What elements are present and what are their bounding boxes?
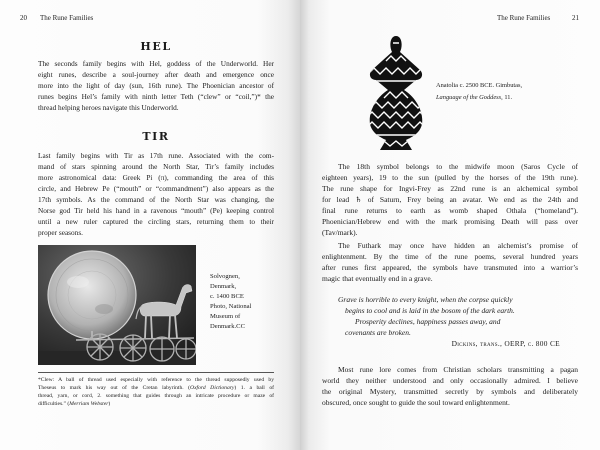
body-text-line: The rune shape for Ingvi-Frey as 22nd rune is an alchemical symbol xyxy=(322,184,578,193)
footnote-text: difficulties.” ( xyxy=(38,401,70,407)
body-text-line: thread helping heroes navigate this Underworld. xyxy=(38,103,179,112)
verse-line: Grave is horrible to every knight, when the corpse quickly xyxy=(338,295,513,304)
body-text-line: more into the light of day (sun, 16th rune). The Phoenician ancestor of xyxy=(38,81,274,90)
footnote-source: Merriam Webster xyxy=(69,401,109,407)
footnote-text: ) xyxy=(108,401,111,407)
section-heading-tir: TIR xyxy=(142,130,170,143)
sun-chariot-photo xyxy=(38,245,196,365)
body-text-line: runes begins Hel’s family with ninth letter Teth (“clew” or “coil,”)* the xyxy=(38,92,274,101)
tir-paragraph xyxy=(38,150,274,238)
caption-line: Photo, National xyxy=(210,303,252,310)
body-text-line: mand of stars spinning around the North Star, Tir’s family includes xyxy=(38,162,274,171)
footnote-line xyxy=(38,400,274,408)
body-text-line: the original Mystery, transmitted secretly by symbols and deliberately xyxy=(322,387,578,396)
caption-line xyxy=(436,92,522,104)
footnote-source: Oxford Dictionary xyxy=(190,385,235,391)
body-text-line: final rune returns to earth as womb shaped Othala (“homeland”). xyxy=(322,206,578,215)
body-text-line: Norse god Tir held his hand in a ravenous “mouth” (Pe) keeping control xyxy=(38,206,274,215)
photo-caption xyxy=(210,272,251,332)
page-number: 21 xyxy=(572,14,579,22)
body-text-line: The seconds family begins with Hel, goddess of the Underworld. Her xyxy=(38,59,274,68)
body-text-line: obscured, once sought to guide the soul toward enlightenment. xyxy=(322,398,510,407)
caption-line: c. 1400 BCE xyxy=(210,293,244,300)
figurine-caption xyxy=(436,80,522,104)
body-paragraph xyxy=(322,364,578,408)
verse-line: covenants are broken. xyxy=(345,328,411,337)
footnote-divider xyxy=(38,372,274,373)
body-text-line: Most rune lore comes from Christian scholars transmitting a pagan xyxy=(338,365,578,374)
caption-line: Museum of xyxy=(210,313,241,320)
body-text-line: after runes first appeared, the symbols have transmuted into a warrior’s xyxy=(322,263,578,272)
body-text-line: Phoenician/Hebrew end with the mark promising Death will pass over xyxy=(322,217,578,226)
caption-line: Solvognen, xyxy=(210,273,240,280)
caption-line: Anatolia c. 2500 BCE. Gimbutas, xyxy=(436,82,523,89)
footnote-line: *Clew: A ball of thread used especially with reference to the thread supposedly used by xyxy=(38,377,274,383)
body-text-line: proper seasons. xyxy=(38,228,83,237)
body-text-line: more astronomical data: Greek Pi (π), commanding the area of this xyxy=(38,173,274,182)
body-text-line: circle, and Hebrew Pe (“mouth” or “commandment”) also appears as the xyxy=(38,184,274,193)
body-paragraph xyxy=(322,161,578,238)
right-page xyxy=(300,0,600,450)
footnote xyxy=(38,376,274,408)
body-text-line: enlightenment. By the time of the rune poems, several hundred years xyxy=(322,252,578,261)
caption-line: Denmark, xyxy=(210,283,237,290)
body-text-line: magic that eventually end in a grave. xyxy=(322,274,433,283)
running-head: The Rune Families xyxy=(497,14,551,22)
page-number: 20 xyxy=(20,14,27,22)
body-text-line: 17th symbols. As the command of the North Star was changing, the xyxy=(38,195,274,204)
verse-line: Prosperity declines, happiness passes away, and xyxy=(355,317,501,326)
footnote-line: thread, yarn, or cord, 2. something that guides through an intricate procedure or maze of xyxy=(38,393,274,399)
footnote-text: Theseus to mark his way out of the Cretan labyrinth. ( xyxy=(38,385,191,391)
hel-paragraph xyxy=(38,58,274,113)
caption-book-title: Language of the Goddess xyxy=(436,94,502,101)
body-text-line: eight runes, describe a soul-journey after death and emergence once xyxy=(38,70,274,79)
caption-page-ref: , 11. xyxy=(501,94,513,101)
body-text-line: The Futhark may once have hidden an alchemist’s promise of xyxy=(338,241,578,250)
footnote-text: ) 1. a ball of xyxy=(234,385,274,391)
caption-line: Denmark.CC xyxy=(210,323,245,330)
section-heading-hel: HEL xyxy=(140,40,172,53)
body-text-line: (Tav/mark). xyxy=(322,228,358,237)
verse-attribution: Dickins, trans., OERP, c. 800 CE xyxy=(451,339,560,348)
body-paragraph xyxy=(322,240,578,284)
body-text-line: eighteen years), 19 to the sun (pulled by the horses of the 19th rune). xyxy=(322,173,578,182)
figurine-image xyxy=(366,34,426,152)
body-text-line: until a new ruler captured the circling stars, returning them to their xyxy=(38,217,274,226)
verse-line: begins to cool and is laid in the bosom of the dark earth. xyxy=(345,306,515,315)
footnote-line xyxy=(38,384,274,392)
body-text-line: The 18th symbol belongs to the midwife moon (Saros Cycle of xyxy=(338,162,578,171)
body-text-line: world they neither understood and only occasionally admired. I believe xyxy=(322,376,578,385)
running-head: The Rune Families xyxy=(40,14,94,22)
body-text-line: Last family begins with Tir as 17th rune. Associated with the com- xyxy=(38,151,274,160)
body-text-line: for lead ♄ of Saturn, Frey being an avatar. We end as the 24th and xyxy=(322,195,578,204)
